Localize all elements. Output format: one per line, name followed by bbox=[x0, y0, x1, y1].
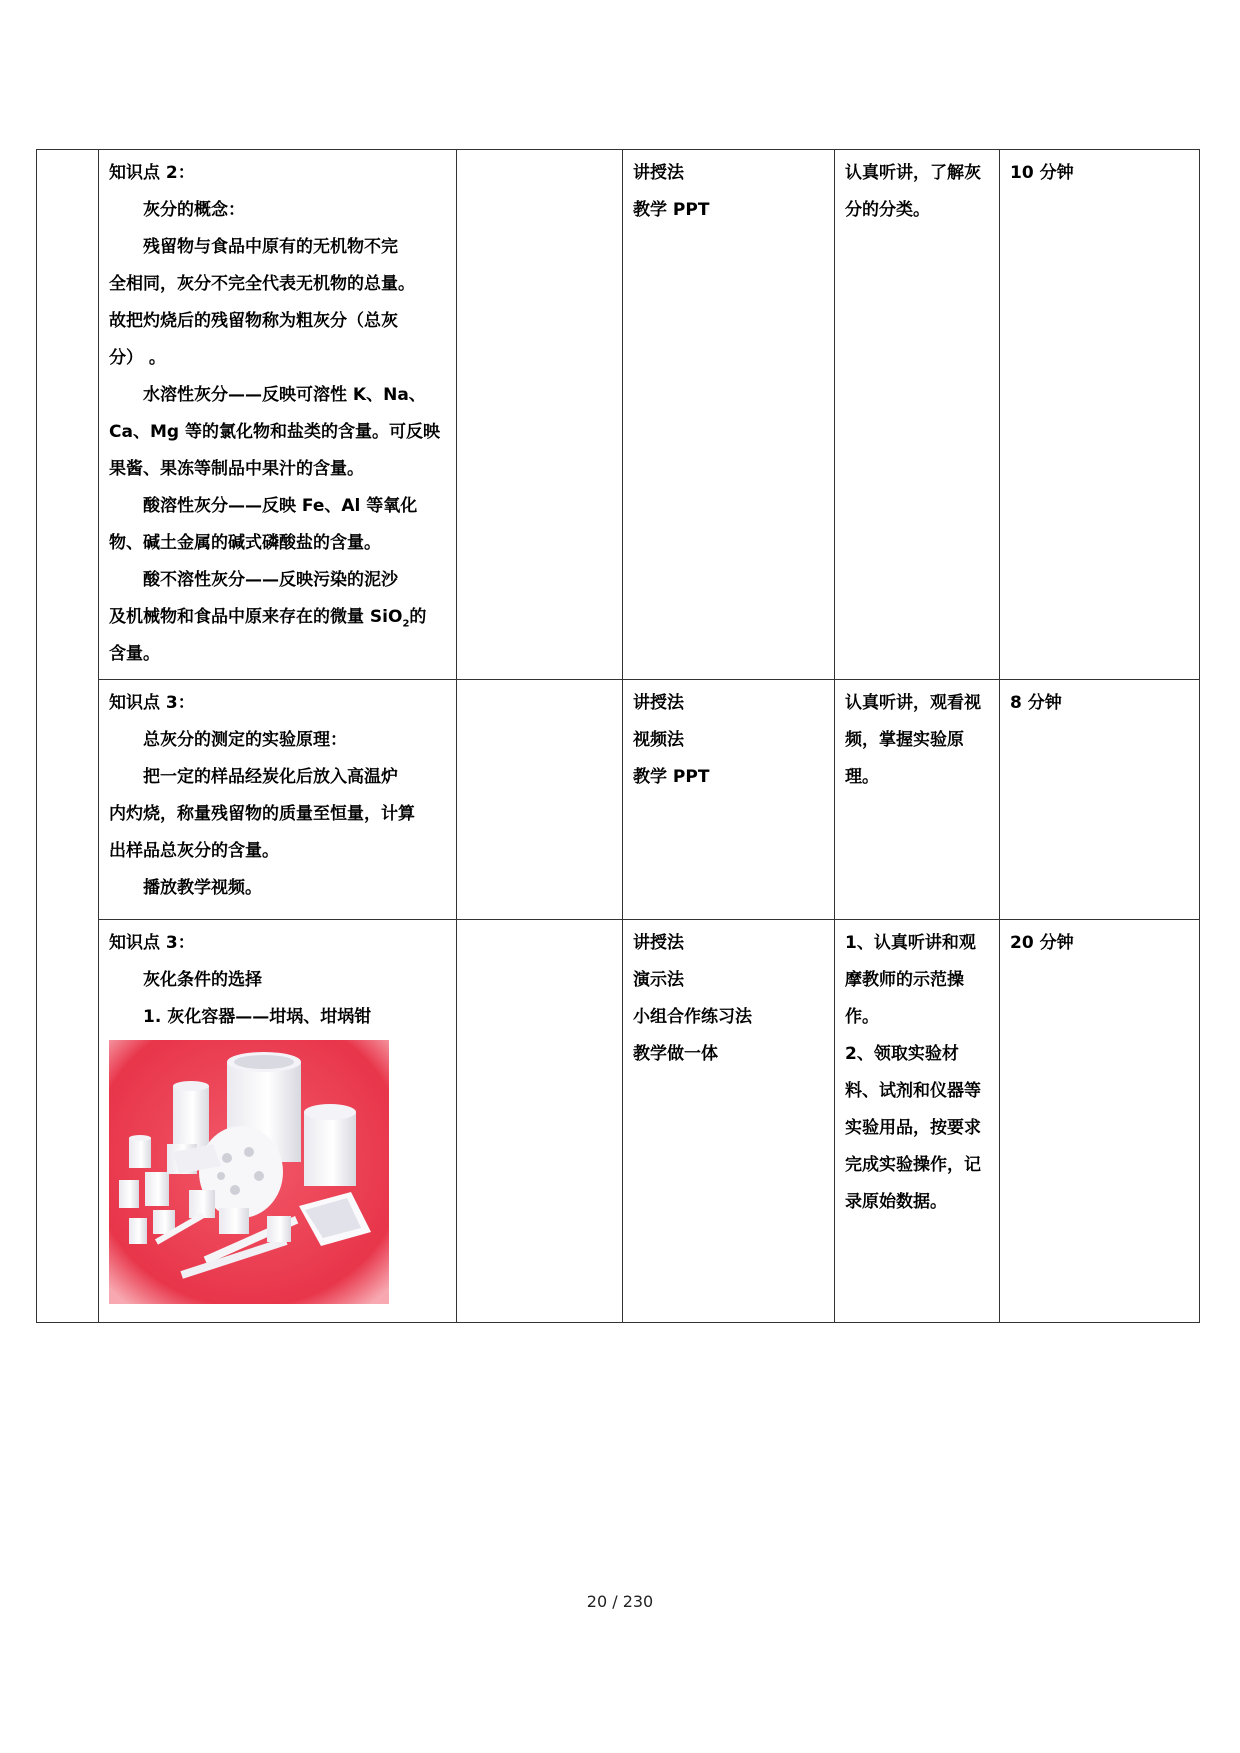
blank-cell bbox=[457, 680, 623, 920]
table-row bbox=[37, 150, 1200, 680]
content-cell bbox=[99, 920, 457, 1323]
sio2-text: 及机械物和食品中原来存在的微量 SiO bbox=[109, 607, 403, 627]
content-line: 灰分的概念： bbox=[143, 200, 245, 220]
lesson-plan-table bbox=[36, 149, 1200, 1323]
blank-cell bbox=[457, 150, 623, 680]
blank-cell bbox=[457, 920, 623, 1323]
page-number: 20 / 230 bbox=[586, 1592, 654, 1611]
method-item: 教学 PPT bbox=[633, 200, 710, 220]
method-item: 演示法 bbox=[633, 970, 684, 990]
activity-text: 认真听讲，了解灰分的分类。 bbox=[845, 163, 981, 220]
method-item: 讲授法 bbox=[633, 933, 684, 953]
method-item: 讲授法 bbox=[633, 163, 684, 183]
content-line-sio2 bbox=[109, 599, 446, 636]
content-line: 知识点 3： bbox=[109, 933, 195, 953]
activity-item: 1、认真听讲和观摩教师的示范操作。 bbox=[845, 933, 976, 1027]
content-line: 故把灼烧后的残留物称为粗灰分（总灰 bbox=[109, 311, 398, 331]
activity-text: 认真听讲，观看视频，掌握实验原理。 bbox=[845, 693, 981, 787]
method-item: 视频法 bbox=[633, 730, 684, 750]
content-line: 物、碱土金属的碱式磷酸盐的含量。 bbox=[109, 533, 381, 553]
content-cell bbox=[99, 150, 457, 680]
content-line: 酸溶性灰分——反映 Fe、Al 等氧化 bbox=[143, 496, 418, 516]
content-line: 果酱、果冻等制品中果汁的含量。 bbox=[109, 459, 364, 479]
activity-cell bbox=[835, 680, 1000, 920]
content-line: 把一定的样品经炭化后放入高温炉 bbox=[143, 767, 398, 787]
time-text: 8 分钟 bbox=[1010, 693, 1062, 713]
content-line: 出样品总灰分的含量。 bbox=[109, 841, 279, 861]
method-item: 讲授法 bbox=[633, 693, 684, 713]
content-line: 水溶性灰分——反映可溶性 K、Na、 bbox=[143, 385, 426, 405]
content-line: Ca、Mg 等的氯化物和盐类的含量。可反映 bbox=[109, 422, 440, 442]
activity-item: 2、领取实验材料、试剂和仪器等实验用品，按要求完成实验操作，记录原始数据。 bbox=[845, 1044, 981, 1212]
content-line: 知识点 2： bbox=[109, 163, 195, 183]
content-cell bbox=[99, 680, 457, 920]
content-line: 残留物与食品中原有的无机物不完 bbox=[143, 237, 398, 257]
activity-cell bbox=[835, 150, 1000, 680]
time-cell bbox=[1000, 680, 1200, 920]
time-cell bbox=[1000, 920, 1200, 1323]
time-text: 10 分钟 bbox=[1010, 163, 1074, 183]
content-line: 含量。 bbox=[109, 644, 160, 664]
content-line: 分） 。 bbox=[109, 348, 166, 368]
table-row bbox=[37, 920, 1200, 1323]
methods-cell bbox=[623, 150, 835, 680]
content-line: 灰化条件的选择 bbox=[143, 970, 262, 990]
content-line: 全相同，灰分不完全代表无机物的总量。 bbox=[109, 274, 415, 294]
activity-cell bbox=[835, 920, 1000, 1323]
content-line: 播放教学视频。 bbox=[143, 878, 262, 898]
crucible-photo bbox=[109, 1040, 389, 1304]
content-line: 内灼烧，称量残留物的质量至恒量，计算 bbox=[109, 804, 415, 824]
time-cell bbox=[1000, 150, 1200, 680]
method-item: 教学做一体 bbox=[633, 1044, 718, 1064]
method-item: 教学 PPT bbox=[633, 767, 710, 787]
time-text: 20 分钟 bbox=[1010, 933, 1074, 953]
methods-cell bbox=[623, 920, 835, 1323]
method-item: 小组合作练习法 bbox=[633, 1007, 752, 1027]
content-line: 酸不溶性灰分——反映污染的泥沙 bbox=[143, 570, 398, 590]
sio2-suffix: 的 bbox=[409, 607, 427, 627]
content-line: 1. 灰化容器——坩埚、坩埚钳 bbox=[143, 1007, 372, 1027]
sio2-subscript: 2 bbox=[402, 618, 410, 630]
stage-cell bbox=[37, 150, 99, 1323]
table-row bbox=[37, 680, 1200, 920]
content-line: 知识点 3： bbox=[109, 693, 195, 713]
content-line: 总灰分的测定的实验原理： bbox=[143, 730, 347, 750]
methods-cell bbox=[623, 680, 835, 920]
